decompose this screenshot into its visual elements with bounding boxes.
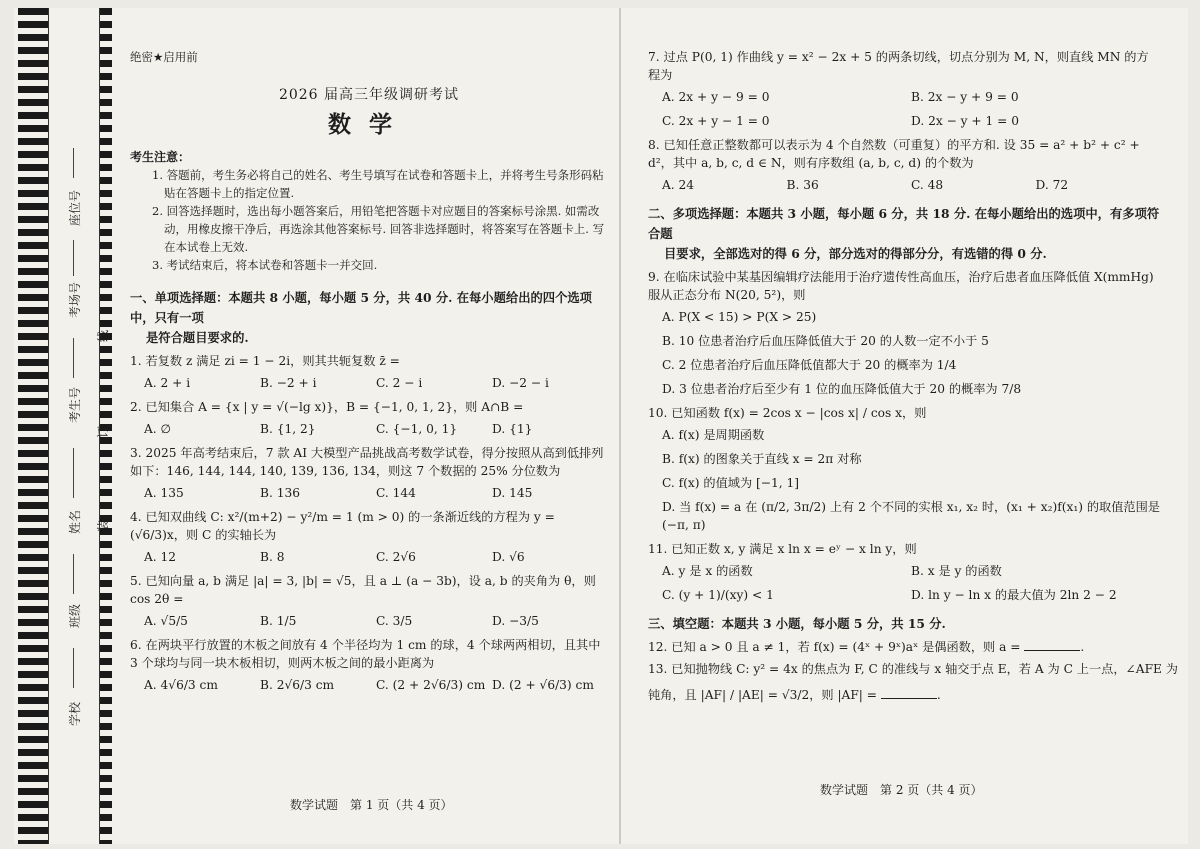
question-stem: 7. 过点 P(0, 1) 作曲线 y = x² − 2x + 5 的两条切线，切点分别为 M, N，则直线 MN 的方程为 [648, 50, 1149, 82]
option-d: D. 72 [1035, 178, 1069, 192]
option-b: B. f(x) 的图象关于直线 x = 2π 对称 [662, 452, 862, 466]
question-options [130, 612, 608, 630]
question-stem: 3. 2025 年高考结束后，7 款 AI 大模型产品挑战高考数学试卷，得分按照从高到低排列如下：146, 144, 144, 140, 139, 136, 134，则这 7 个数据的 25% 分位数为 [130, 446, 604, 478]
option-c: C. 3/5 [376, 614, 413, 628]
option-c: C. 2√6 [376, 550, 416, 564]
option-b: B. x 是 y 的函数 [911, 564, 1002, 578]
option-a: A. P(X < 15) > P(X > 25) [662, 310, 817, 324]
option-d: D. √6 [492, 550, 525, 564]
question-13 [648, 660, 1178, 704]
option-d: D. ln y − ln x 的最大值为 2ln 2 − 2 [911, 588, 1117, 602]
section-2-heading [648, 204, 1160, 264]
question-1 [130, 352, 608, 392]
section-1-heading-cont: 是符合题目要求的. [146, 330, 249, 345]
question-12: 12. 已知 a > 0 且 a ≠ 1，若 f(x) = (4ˣ + 9ˣ)aˣ 是偶函数，则 a = . [648, 640, 1085, 654]
option-b: B. 10 位患者治疗后血压降低值大于 20 的人数一定不小于 5 [662, 334, 989, 348]
question-stem: 4. 已知双曲线 C: x²/(m+2) − y²/m = 1 (m > 0) 的一条渐近线的方程为 y = (√6/3)x，则 C 的实轴长为 [130, 510, 555, 542]
gutter-line [73, 554, 74, 594]
gutter-label-seat: 座位号 [68, 189, 82, 226]
notice-item: 3. 考试结束后，将本试卷和答题卡一并交回. [152, 258, 378, 272]
option-d: D. −2 − i [492, 376, 549, 390]
question-stem-cont: 钝角，且 |AF| / |AE| = √3/2，则 |AF| = . [648, 688, 941, 702]
option-c: C. 2 位患者治疗后血压降低值都大于 20 的概率为 1/4 [662, 358, 957, 372]
option-d: D. {1} [492, 422, 533, 436]
option-b: B. 2x − y + 9 = 0 [911, 90, 1019, 104]
question-8 [648, 136, 1160, 194]
question-2 [130, 398, 608, 438]
option-a: A. 2x + y − 9 = 0 [662, 90, 770, 104]
option-a: A. 2 + i [144, 376, 191, 390]
gutter-line [73, 448, 74, 498]
option-a: A. 12 [144, 550, 177, 564]
question-9 [648, 268, 1160, 398]
page-2-content [648, 48, 1178, 704]
page-1-content [130, 48, 608, 700]
answer-blank [881, 686, 937, 699]
option-a: A. ∅ [144, 422, 172, 436]
section-1-heading-line: 一、单项选择题：本题共 8 小题，每小题 5 分，共 40 分. 在每小题给出的四个选项中，只有一项 [130, 290, 592, 325]
section-2-heading-cont: 目要求，全部选对的得 6 分，部分选对的得部分分，有选错的得 0 分. [664, 246, 1047, 261]
question-10 [648, 404, 1160, 534]
gutter-line [73, 648, 74, 688]
gutter-strip [48, 8, 100, 844]
gutter-mark-bind: 订 [96, 425, 110, 438]
question-stem: 9. 在临床试验中某基因编辑疗法能用于治疗遗传性高血压，治疗后患者血压降低值 X(mmHg) 服从正态分布 N(20, 5²)，则 [648, 270, 1154, 302]
gutter-line [73, 148, 74, 178]
option-d: D. −3/5 [492, 614, 539, 628]
question-options [130, 374, 608, 392]
option-b: B. {1, 2} [260, 422, 316, 436]
gutter-label-school: 学校 [68, 701, 82, 726]
gutter-mark-line: 线 [96, 329, 110, 342]
question-stem: 8. 已知任意正整数都可以表示为 4 个自然数（可重复）的平方和. 设 35 = a² + b² + c² + d²，其中 a, b, c, d ∈ N，则有序数组 (a, b, c, d) 的个数为 [648, 138, 1140, 170]
question-7 [648, 48, 1160, 130]
option-c: C. (2 + 2√6/3) cm [376, 678, 486, 692]
gutter-label-class: 班级 [68, 603, 82, 628]
question-options [130, 484, 608, 502]
page-1-footer: 数学试题 第 1 页（共 4 页） [290, 798, 453, 812]
option-b: B. 2√6/3 cm [260, 678, 335, 692]
gutter-label-room: 考场号 [68, 281, 82, 318]
question-stem: 13. 已知抛物线 C: y² = 4x 的焦点为 F, C 的准线与 x 轴交于点 E，若 A 为 C 上一点，∠AFE 为 [648, 662, 1178, 676]
gutter-mark-staple: 装 [96, 519, 110, 532]
question-stem: 11. 已知正数 x, y 满足 x ln x = eʸ − x ln y，则 [648, 542, 917, 556]
option-b: B. 1/5 [260, 614, 297, 628]
section-1-heading [130, 288, 608, 348]
question-options [130, 676, 608, 694]
page-2-footer: 数学试题 第 2 页（共 4 页） [820, 783, 983, 797]
section-3-heading: 三、填空题：本题共 3 小题，每小题 5 分，共 15 分. [648, 616, 946, 631]
option-c: C. 2 − i [376, 376, 423, 390]
question-options [648, 88, 1160, 106]
option-c: C. {−1, 0, 1} [376, 422, 458, 436]
notice-item: 2. 回答选择题时，选出每小题答案后，用铅笔把答题卡对应题目的答案标号涂黑. 如需改动，用橡皮擦干净后，再选涂其他答案标号. 回答非选择题时，将答案写在答题卡上. 写在本试卷上无效. [152, 204, 605, 254]
question-options [648, 586, 1160, 604]
gutter-label-name: 姓名 [68, 509, 82, 534]
gutter-line [73, 338, 74, 378]
question-options [130, 420, 608, 438]
question-stem: 10. 已知函数 f(x) = 2cos x − |cos x| / cos x，则 [648, 406, 927, 420]
question-6 [130, 636, 608, 694]
option-a: A. f(x) 是周期函数 [662, 428, 765, 442]
question-stem: 6. 在两块平行放置的木板之间放有 4 个半径均为 1 cm 的球，4 个球两两相切，且其中 3 个球均与同一块木板相切，则两木板之间的最小距离为 [130, 638, 601, 670]
option-d: D. 2x − y + 1 = 0 [911, 114, 1019, 128]
option-d: D. 145 [492, 486, 533, 500]
exam-title: 2026 届高三年级调研考试 [278, 87, 460, 103]
question-stem: 1. 若复数 z 满足 zi = 1 − 2i，则其共轭复数 z̄ = [130, 354, 400, 368]
question-options [648, 176, 1160, 194]
option-a: A. 24 [662, 178, 695, 192]
question-3 [130, 444, 608, 502]
option-a: A. y 是 x 的函数 [662, 564, 753, 578]
option-a: A. 4√6/3 cm [144, 678, 218, 692]
option-b: B. 136 [260, 486, 300, 500]
confidential-mark: 绝密★启用前 [130, 50, 198, 64]
option-d: D. (2 + √6/3) cm [492, 678, 594, 692]
option-c: C. 2x + y − 1 = 0 [662, 114, 770, 128]
question-4 [130, 508, 608, 566]
question-stem-line-2: 钝角，且 |AF| / |AE| = √3/2，则 |AF| = [648, 688, 878, 702]
option-b: B. −2 + i [260, 376, 317, 390]
gutter-line [73, 240, 74, 276]
binding-gutter [18, 8, 112, 844]
option-b: B. 36 [786, 178, 819, 192]
question-options [648, 112, 1160, 130]
page-fold [619, 8, 621, 844]
option-c: C. 48 [911, 178, 944, 192]
option-a: A. √5/5 [144, 614, 188, 628]
option-b: B. 8 [260, 550, 285, 564]
option-c: C. (y + 1)/(xy) < 1 [662, 588, 774, 602]
option-c: C. f(x) 的值域为 [−1, 1] [662, 476, 800, 490]
question-options [130, 548, 608, 566]
gutter-label-candidate: 考生号 [68, 386, 82, 423]
subject-title: 数学 [328, 111, 410, 138]
question-11 [648, 540, 1160, 604]
option-c: C. 144 [376, 486, 416, 500]
question-stem: 2. 已知集合 A = {x | y = √(−lg x)}，B = {−1, 0, 1, 2}，则 A∩B = [130, 400, 524, 414]
question-options [648, 562, 1160, 580]
option-a: A. 135 [144, 486, 184, 500]
notice-item: 1. 答题前，考生务必将自己的姓名、考生号填写在试卷和答题卡上，并将考生号条形码粘贴在答题卡上的指定位置. [152, 168, 604, 200]
section-2-heading-line: 二、多项选择题：本题共 3 小题，每小题 6 分，共 18 分. 在每小题给出的选项中，有多项符合题 [648, 206, 1160, 241]
question-5 [130, 572, 608, 630]
question-stem: 12. 已知 a > 0 且 a ≠ 1，若 f(x) = (4ˣ + 9ˣ)aˣ 是偶函数，则 a = [648, 640, 1021, 654]
notice-heading: 考生注意： [130, 150, 191, 164]
option-d: D. 3 位患者治疗后至少有 1 位的血压降低值大于 20 的概率为 7/8 [662, 382, 1022, 396]
answer-blank [1024, 638, 1080, 651]
option-d: D. 当 f(x) = a 在 (π/2, 3π/2) 上有 2 个不同的实根 x₁, x₂ 时，(x₁ + x₂)f(x₁) 的取值范围是 (−π, π) [662, 500, 1160, 532]
question-stem: 5. 已知向量 a, b 满足 |a| = 3, |b| = √5，且 a ⊥ (a − 3b)，设 a, b 的夹角为 θ，则 cos 2θ = [130, 574, 596, 606]
